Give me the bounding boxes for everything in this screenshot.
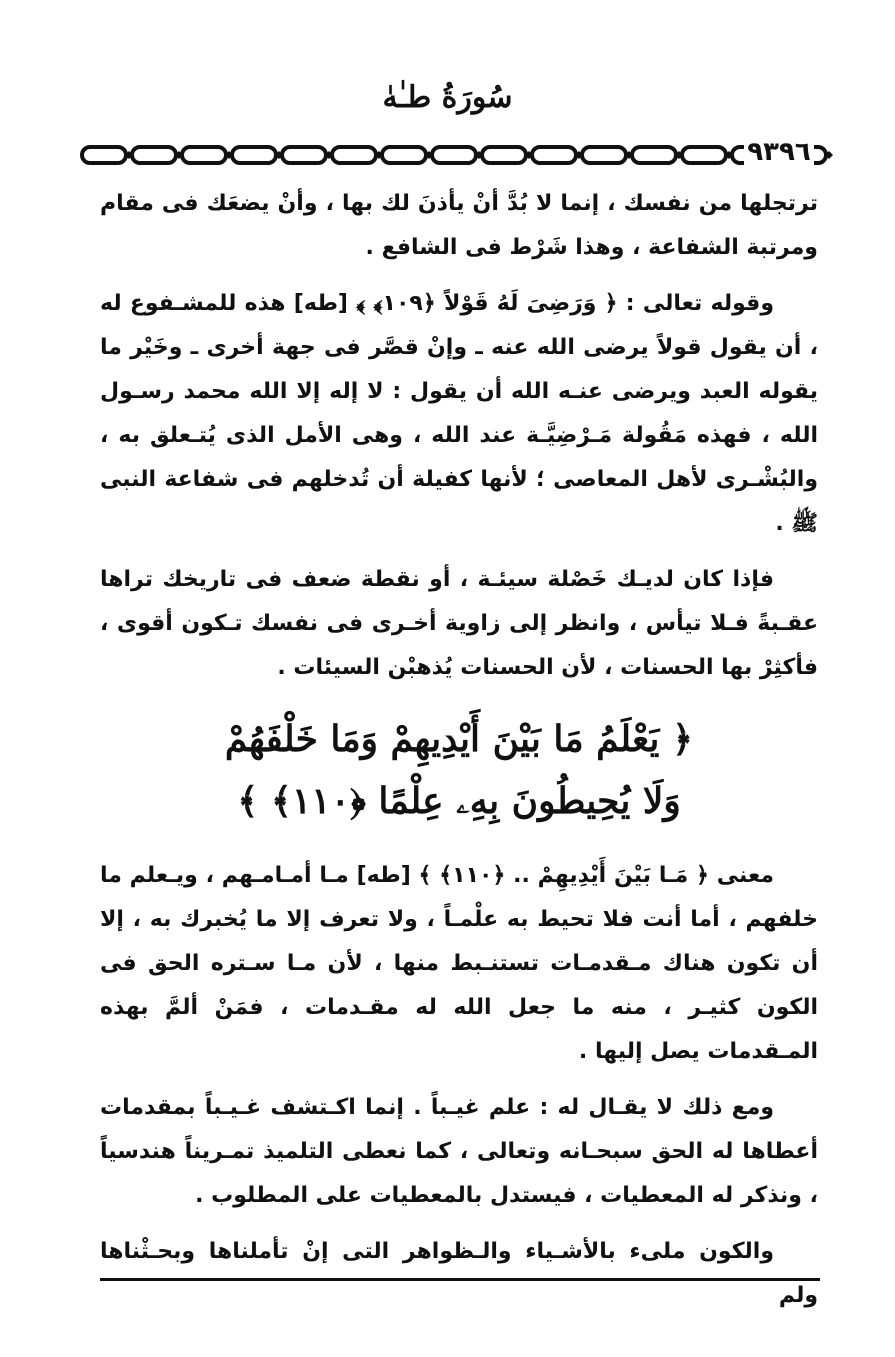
paragraph-5: ومع ذلك لا يقـال له : علم غيـباً . إنما اكـتشف غـيـباً بمقدمات أعطاها له الحق سبحـانه وتعالى ، كما نعطى التلميذ تمـريناً هندسياً ، ونذكر له المعطيات ، فيستدل بالمعطيات على المطلوب . — [100, 1095, 818, 1208]
page-body — [100, 182, 818, 1318]
paragraph-3: فإذا كان لديـك خَصْلة سيئـة ، أو نقطة ضعف فى تاريخك تراها عقـبةً فـلا تيأس ، وانظر إلى زاوية أخـرى فى نفسك تـكون أقوى ، فأكثِرْ بها الحسنات ، لأن الحسنات يُذهبْن السيئات . — [100, 567, 818, 680]
ornamental-border — [78, 140, 843, 170]
paragraph-4: معنى ﴿ مَـا بَيْنَ أَيْدِيهِمْ .. ﴿١١٠﴾ ﴾ [طه] مـا أمـامـهم ، ويـعلم ما خلفهم ، أما أنت فلا تحيط به علْمـاً ، ولا تعرف إلا ما يُخبرك به ، إلا أن تكون هناك مـقدمـات تستنـبط منها ، لأن مـا سـتره الحق فى الكون كثيـر ، منه ما جعل الله له مقـدمات ، فمَنْ ألمَّ بهذه المـقدمات يصل إليها . — [100, 863, 818, 1064]
verse-line-1: ﴿ يَعْلَمُ مَا بَيْنَ أَيْدِيهِمْ وَمَا خَلْفَهُمْ — [224, 718, 694, 760]
verse-line-2: وَلَا يُحِيطُونَ بِهِۦ عِلْمًا ﴿١١٠﴾ ﴾ — [237, 780, 681, 822]
page-number: ٩٣٩٦ — [744, 137, 814, 167]
paragraph-2: وقوله تعالى : ﴿ وَرَضِىَ لَهُ قَوْلاً ﴿١٠٩﴾ ﴾ [طه] هذه للمشـفوع له ، أن يقول قولاً يرضى الله عنه ـ وإنْ قصَّر فى جهة أخرى ـ وخَيْر ما يقوله العبد ويرضى عنـه الله أن يقول : لا إله إلا الله محمد رسـول الله ، فهذه مَقُولة مَـرْضِيَّـة عند الله ، وهى الأمل الذى يُتـعلق به ، والبُشْـرى لأهل المعاصى ؛ لأنها كفيلة أن تُدخلهم فى شفاعة النبى ﷺ . — [100, 291, 818, 536]
quran-verse — [100, 708, 818, 832]
paragraph-1: ترتجلها من نفسك ، إنما لا بُدَّ أنْ يأذنَ لك بها ، وأنْ يضعَك فى مقام ومرتبة الشفاعة ، وهذا شَرْط فى الشافع . — [100, 191, 818, 260]
paragraph-6: والكون ملىء بالأشـياء والـظواهر التى إنْ تأملناها وبحـثْناها ولم — [100, 1239, 818, 1308]
surah-title: سُورَةُ طـٰهٰ — [382, 80, 513, 115]
footer-rule — [100, 1278, 820, 1281]
